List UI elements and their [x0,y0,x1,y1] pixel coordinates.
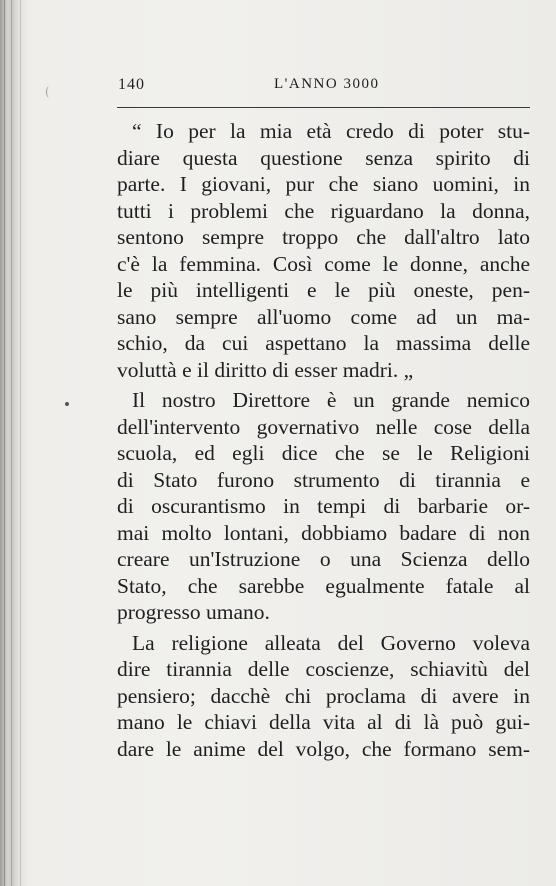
text-line: mano le chiavi della vita al di là può gui- [117,710,530,734]
text-line: sentono sempre troppo che dall'altro lato [117,225,530,249]
text-line: “ Io per la mia età credo di poter stu- [132,119,530,143]
text-line: dire tirannia delle coscienze, schiavitù del [117,657,530,681]
text-line: di Stato furono strumento di tirannia e [117,467,530,492]
header-rule [117,107,530,108]
text-line: creare un'Istruzione o una Scienza dello [117,547,530,571]
text-line: sano sempre all'uomo come ad un ma- [117,304,530,329]
text-line: Il nostro Direttore è un grande nemico [132,388,530,412]
margin-dot [65,402,69,406]
binding-edge-line [11,0,12,886]
text-line: c'è la femmina. Così come le donne, anche [117,251,530,276]
binding-edge-line [20,0,21,886]
text-line: parte. I giovani, pur che siano uomini, in [117,172,530,196]
text-line: le più intelligenti e le più oneste, pen- [117,278,530,302]
paragraph [117,630,530,763]
paragraph [117,118,530,383]
text-line: La religione alleata del Governo voleva [132,630,530,655]
text-line: tutti i problemi che riguardano la donna, [117,198,530,223]
text-line: diare questa questione senza spirito di [117,145,530,170]
running-head [118,76,528,98]
text-line: mai molto lontani, dobbiamo badare di non [117,520,530,545]
text-line: di oscurantismo in tempi di barbarie or- [117,494,530,518]
binding-edge-line [4,0,5,886]
text-line: progresso umano. [117,600,270,624]
running-title: L'ANNO 3000 [274,76,380,92]
text-line: pensiero; dacchè chi proclama di avere in [117,683,530,708]
text-line: voluttà e il diritto di esser madri. „ [117,357,414,382]
text-line: dare le anime del volgo, che formano sem- [117,736,530,761]
margin-mark [46,86,53,98]
page-number: 140 [118,76,145,93]
paragraph [117,387,530,626]
text-line: Stato, che sarebbe egualmente fatale al [117,573,530,598]
body-text [117,118,530,762]
text-line: scuola, ed egli dice che se le Religioni [117,441,530,465]
text-line: schio, da cui aspettano la massima delle [117,331,530,355]
text-line: dell'intervento governativo nelle cose della [117,414,530,439]
